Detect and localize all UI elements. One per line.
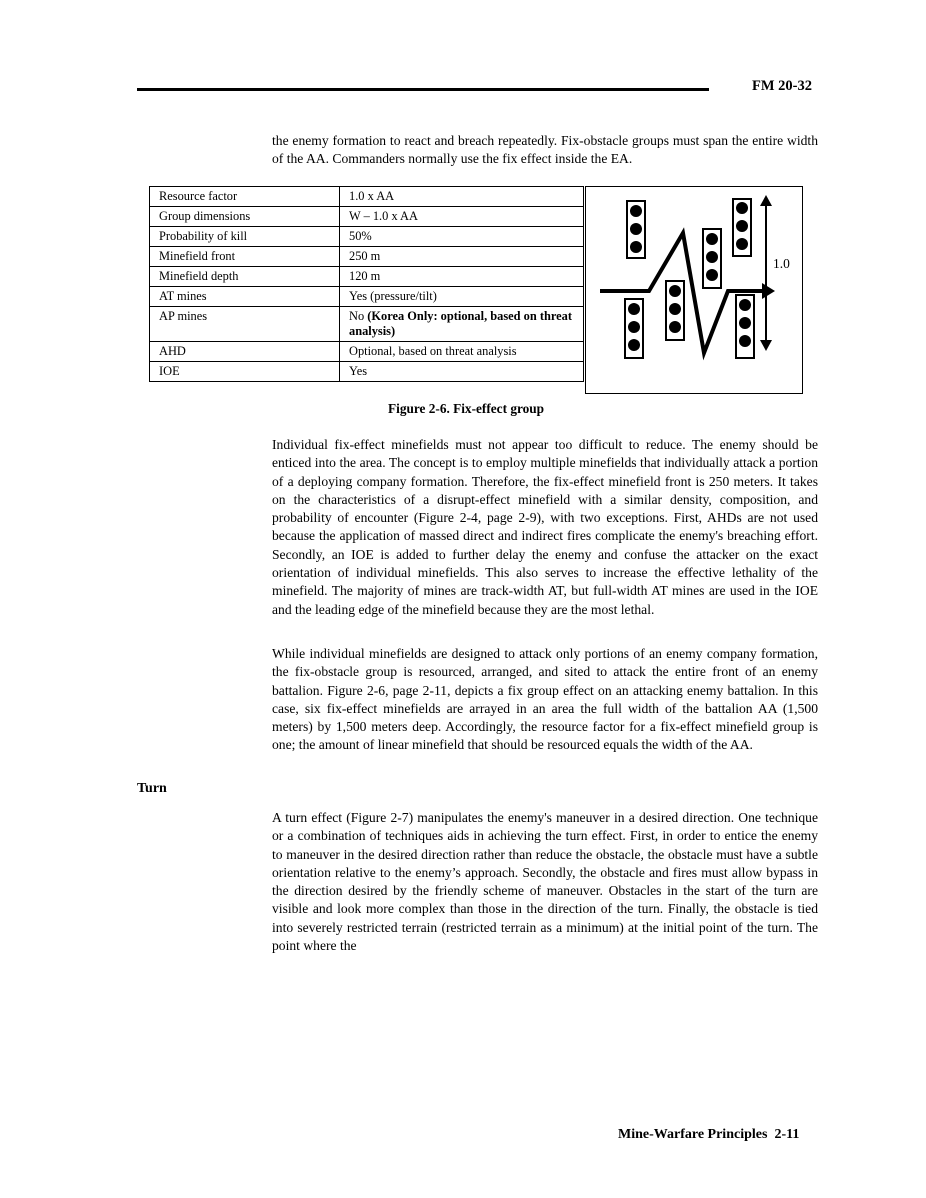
minefield-6 [736,295,754,358]
section-heading-turn: Turn [137,781,167,796]
table-row [150,247,584,267]
figure-caption: Figure 2-6. Fix-effect group [388,401,545,416]
minefield-5 [733,199,751,256]
table-value-cell: Yes [340,362,584,382]
minefield-2 [625,299,643,358]
table-factor-cell: AHD [150,342,340,362]
table-factor-cell: AT mines [150,287,340,307]
body-paragraph-2: While individual minefields are designed to attack only portions of an enemy company formation, the fix-obstacle group is resourced, arranged, and sited to attack the entire front of an enemy battalion. Figure 2-6, page 2-11, depicts a fix group effect on an attacking enemy battalion. In this case, six fix-effect minefields are arrayed in an area the full width of the battalion AA (1,500 meters) by 1,500 meters deep. Accordingly, the resource factor for a fix-effect minefield group is one; the amount of linear minefield that should be resourced equals the width of the AA. [272,646,818,753]
table-factor-cell: Minefield front [150,247,340,267]
table-factor-cell: Resource factor [150,187,340,207]
table-row [150,207,584,227]
fix-effect-diagram [586,187,804,395]
table-factor-cell: Probability of kill [150,227,340,247]
footer-chapter: Mine-Warfare Principles [618,1127,768,1142]
table-row [150,187,584,207]
body-paragraph-3: A turn effect (Figure 2-7) manipulates the enemy's maneuver in a desired direction. One technique or a combination of techniques aids in achieving the turn effect. First, in order to entice the enemy to maneuver in the desired direction rather than reduce the obstacle, the obstacle must have a subtle orientation relative to the enemy’s approach. Secondly, the obstacle and fires must allow bypass in the direction desired by the friendly scheme of maneuver. Obstacles in the start of the turn are visible and look more complex than those in the direction of the turn. Finally, the obstacle is tied into severely restricted terrain (restricted terrain as a minimum) at the initial point of the turn. The point where the [272,810,818,954]
table-value-cell: 250 m [340,247,584,267]
header-rule [137,88,709,91]
minefield-1 [627,201,645,258]
table-row [150,342,584,362]
page-footer [618,1127,799,1143]
table-factor-cell: AP mines [150,307,340,342]
table-row [150,362,584,382]
depth-indicator [760,195,772,351]
table-value-cell: 50% [340,227,584,247]
table-value-note: (Korea Only: optional, based on threat analysis) [349,309,572,338]
arrow-head [762,283,775,299]
table-row [150,287,584,307]
table-row [150,307,584,342]
document-id: FM 20-32 [752,78,812,94]
fix-effect-figure [585,186,803,394]
table-value: No [349,309,365,323]
table-value-cell: W – 1.0 x AA [340,207,584,227]
minefield-3 [666,281,684,340]
body-paragraph-1: Individual fix-effect minefields must not appear too difficult to reduce. The enemy should be enticed into the area. The concept is to employ multiple minefields that individually attack a portion of a deploying company formation. Therefore, the fix-effect minefield front is 250 meters. It takes on the characteristics of a disrupt-effect minefield with a similar density, composition, and probability of encounter (Figure 2-4, page 2-9), with two exceptions. First, AHDs are not used because the application of massed direct and indirect fires complicate the enemy's breaching effort. Secondly, an IOE is added to further delay the enemy and confuse the attacker on the exact orientation of individual minefields. This also serves to increase the effective lethality of the minefield. The majority of mines are track-width AT, but full-width AT mines are used in the IOE and the leading edge of the minefield because they are the most lethal. [272,437,818,617]
depth-label: 1.0 [773,256,790,271]
minefield-4 [703,229,721,288]
intro-paragraph: the enemy formation to react and breach repeatedly. Fix-obstacle groups must span the entire width of the AA. Commanders normally use the fix effect inside the EA. [272,133,818,167]
table-value-cell: Optional, based on threat analysis [340,342,584,362]
table-factor-cell: IOE [150,362,340,382]
table-value-cell: 120 m [340,267,584,287]
fix-effect-table [149,186,584,382]
table-row [150,267,584,287]
table-row [150,227,584,247]
table-factor-cell: Group dimensions [150,207,340,227]
footer-page-number: 2-11 [774,1127,800,1142]
table-value-cell: Yes (pressure/tilt) [340,287,584,307]
table-value-cell: 1.0 x AA [340,187,584,207]
table-factor-cell: Minefield depth [150,267,340,287]
table-value-cell [340,307,584,342]
